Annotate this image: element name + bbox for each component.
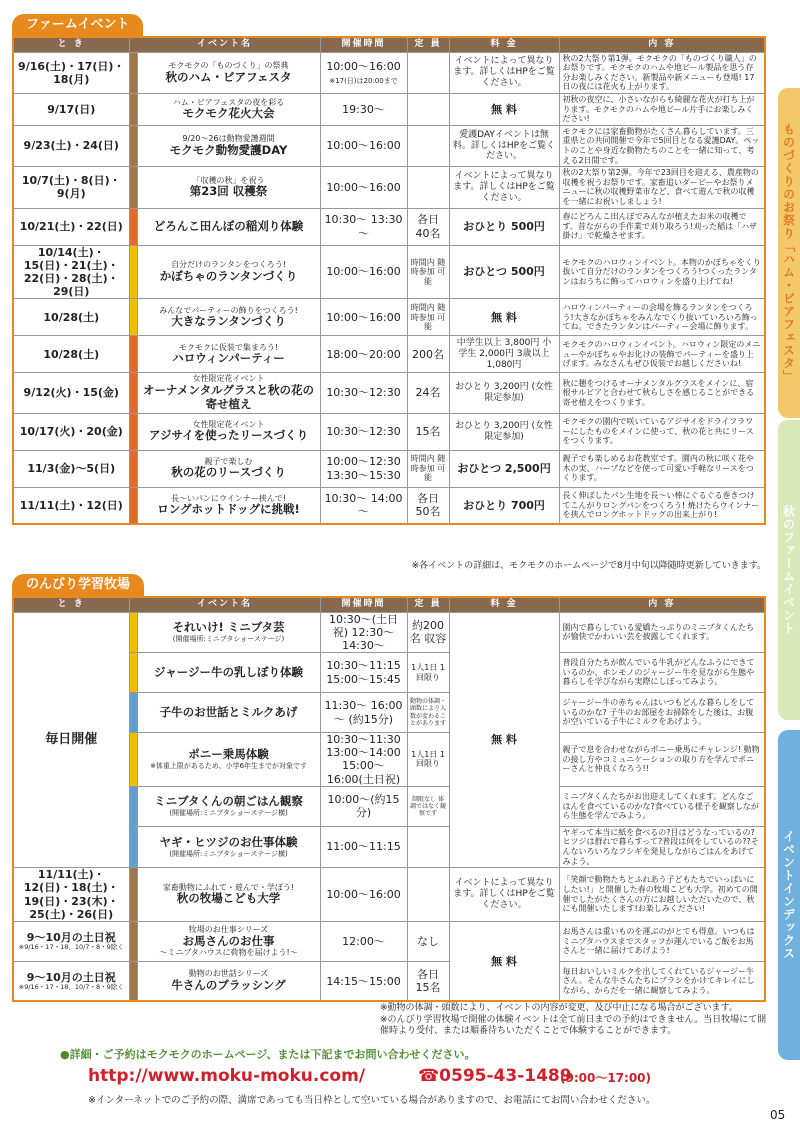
event-name-cell: [137, 299, 320, 336]
event-time: 18:00～20:00: [326, 347, 401, 361]
event-place-note: (開催場所:ミニブタショーステージ横): [169, 809, 288, 818]
event-name-cell: [137, 336, 320, 373]
event-date: 11/11(土)・12(日)・18(土)・19(日)・23(木)・25(土)・26(日): [23, 868, 119, 921]
event-date: 9/17(日): [13, 93, 129, 125]
tab-ham-beer-festa[interactable]: ものづくりのお祭り「ハム・ビアフェスタ」: [778, 88, 800, 418]
event-time-cell: [320, 167, 407, 208]
event-description: 秋の2大祭り第1弾。モクモクの「ものづくり職人」のお祭りです。モクモクのハムや地ビール製品を思う存分お楽しみください。新製品や新メニューも登場! 17日の夜には花火も上がります。: [559, 52, 765, 93]
event-subtitle: 女性限定花イベント: [192, 419, 265, 429]
event-name-cell: [137, 450, 320, 487]
col-time: 開催時間: [320, 37, 407, 52]
category-stripe: [129, 693, 137, 733]
event-capacity: 時間内 随時参加 可能: [407, 299, 449, 336]
event-capacity: 動物の体調・頭数により人数が変わることがあります: [407, 693, 449, 733]
event-time: 10:30～12:30: [326, 386, 401, 400]
event-subtitle: 動物のお世話シリーズ: [188, 969, 269, 979]
learning-ranch-title: のんびり学習牧場: [12, 574, 144, 596]
event-capacity: 24名: [407, 373, 449, 413]
event-name: オーナメンタルグラスと秋の花の寄せ植え: [143, 382, 315, 411]
category-stripe: [129, 653, 137, 693]
event-description: 親子でも楽しめるお花教室です。園内の秋に咲く花や木の実、ハーブなどを使って可愛い手軽なリースをつくります。: [559, 450, 765, 487]
event-time-cell: [320, 93, 407, 125]
event-time: 10:00～12:30 13:30～15:30: [326, 455, 401, 482]
event-name: 第23回 収穫祭: [189, 184, 268, 199]
tab-event-index[interactable]: イベントインデックス: [778, 730, 800, 1060]
event-time: 10:30～ 14:00～: [324, 492, 403, 519]
event-name: ポニー乗馬体験: [188, 747, 269, 762]
farm-event-row: [13, 52, 765, 93]
category-stripe: [129, 125, 137, 166]
learn-footnote-1: ※動物の体調・頭数により、イベントの内容が変更、及び中止になる場合がございます。: [380, 1003, 738, 1013]
event-time: 10:30～11:30 13:00～14:00 15:00～16:00(土日祝): [320, 733, 407, 787]
event-date: 10/17(火)・20(金): [13, 413, 129, 450]
category-stripe: [129, 245, 137, 299]
event-subtitle: 親子で楽しむ: [204, 456, 253, 466]
event-date-note: ※9/16・17・18、10/7・8・9除く: [18, 982, 124, 991]
event-fee: おひとり 3,200円 (女性限定参加): [449, 373, 559, 413]
category-stripe: [129, 733, 137, 787]
event-description: お馬さんは重いものを運ぶのがとても得意。いつもはミニブタハウスまでスタッフが運んでいるご飯をお馬さんと一緒に届けてあげよう!: [559, 921, 765, 961]
event-capacity: 1人1日 1回限り: [407, 733, 449, 787]
event-date: 10/14(土)・15(日)・21(土)・22(日)・28(土)・29(日): [13, 245, 129, 299]
event-name: 子牛のお世話とミルクあげ: [159, 704, 298, 719]
col-event-name: イベント名: [129, 597, 320, 612]
col-capacity: 定 員: [407, 597, 449, 612]
event-subtitle: みんなでパーティーの飾りをつくろう!: [159, 305, 298, 315]
event-capacity: 1人1日 1回限り: [407, 653, 449, 693]
event-subtitle: ハム・ビアフェスタの夜を彩る: [172, 97, 285, 107]
farm-event-row: [13, 450, 765, 487]
event-name: それいけ! ミニブタ芸: [172, 620, 285, 635]
event-name-cell: [137, 125, 320, 166]
event-name-cell: [137, 612, 320, 653]
category-stripe: [129, 93, 137, 125]
event-name-cell: [137, 826, 320, 867]
event-time-cell: [320, 208, 407, 245]
event-name: ハロウィンパーティー: [172, 351, 285, 366]
event-capacity: 各日 15名: [407, 961, 449, 1001]
learn-footnotes: [380, 1003, 770, 1038]
farm-footnote: ※各イベントの詳細は、モクモクのホームページで8月中旬以降随時更新していきます。: [411, 561, 766, 571]
event-time-cell: [320, 336, 407, 373]
event-name: どろんこ田んぼの稲刈り体験: [153, 218, 304, 233]
category-stripe: [129, 336, 137, 373]
event-fee: おひとり 3,200円 (女性限定参加): [449, 413, 559, 450]
event-subtitle: 牧場のお仕事シリーズ: [188, 924, 269, 934]
phone-number[interactable]: ☎0595-43-1489: [418, 1066, 572, 1086]
event-date-note: ※9/16・17・18、10/7・8・9除く: [18, 943, 124, 952]
event-name: モクモク花火大会: [182, 106, 275, 121]
event-date: 9/23(土)・24(日): [13, 125, 129, 166]
category-stripe: [129, 961, 137, 1001]
event-fee: 愛護DAYイベントは無料。詳しくはHPをご覧ください。: [449, 125, 559, 166]
event-date: 9～10月の土日祝: [26, 930, 116, 944]
event-description: モクモクの園内で咲いているアジサイをドライフラワーにしたものをメインに使って、秋の花と共にリースをつくります。: [559, 413, 765, 450]
event-time: 10:30～ 13:30～: [324, 213, 403, 240]
event-description: 園内で暮らしている愛嬌たっぷりのミニブタくんたちが愉快でかわいい芸を披露してくれます。: [559, 612, 765, 653]
event-time: 10:00～16:00: [326, 180, 401, 194]
farm-event-row: [13, 373, 765, 413]
event-name-cell: [137, 373, 320, 413]
event-capacity: 約200名 収容: [407, 612, 449, 653]
event-description: 春にどろんこ田んぼでみんなが植えたお米の収穫です。昔ながらの手作業で刈り取ろう!刈った稲は「ハザ掛け」で乾燥させます。: [559, 208, 765, 245]
event-name-cell: [137, 245, 320, 299]
event-name-cell: [137, 93, 320, 125]
event-name-cell: [137, 733, 320, 787]
event-time: 10:30～11:15 15:00～15:45: [320, 653, 407, 693]
event-name-cell: [137, 693, 320, 733]
event-fee: 中学生以上 3,800円 小学生 2,000円 3歳以上 1,080円: [449, 336, 559, 373]
event-subtitle: 「収穫の秋」を祝う: [192, 175, 265, 185]
event-capacity: 時間内 随時参加 可能: [407, 450, 449, 487]
event-subtitle: 自分だけのランタンをつくろう!: [171, 260, 286, 270]
ranch-event-row: [13, 868, 765, 922]
event-time: 10:00～(約15分): [320, 786, 407, 826]
category-stripe: [129, 450, 137, 487]
event-name: お馬さんのお仕事: [182, 933, 275, 948]
page-number: 05: [770, 1108, 786, 1122]
event-name: 大きなランタンづくり: [171, 314, 286, 329]
event-place-note: ※体重上限があるため、小学6年生までが対象です: [149, 762, 308, 771]
event-subtitle: 家畜動物にふれて・遊んで・学ぼう!: [162, 882, 295, 892]
event-fee: 無 料: [449, 93, 559, 125]
event-time: 10:00～16:00: [320, 868, 407, 922]
farm-event-row: [13, 413, 765, 450]
category-stripe: [129, 612, 137, 653]
event-date-cell: [13, 961, 129, 1001]
event-date: 11/11(土)・12(日): [13, 487, 129, 524]
event-name-cell: [137, 487, 320, 524]
farm-event-table: [12, 36, 766, 525]
event-name-cell: [137, 961, 320, 1001]
event-name: 秋の牧場こども大学: [176, 891, 281, 906]
event-fee: イベントによって異なります。詳しくはHPをご覧ください。: [449, 52, 559, 93]
event-capacity: 15名: [407, 413, 449, 450]
event-name-cell: [137, 653, 320, 693]
event-time: 10:00～16:00: [326, 59, 401, 73]
event-time-cell: [320, 125, 407, 166]
event-date-cell: [13, 921, 129, 961]
category-stripe: [129, 52, 137, 93]
event-date: 10/7(土)・8(日)・9(月): [13, 167, 129, 208]
event-name-cell: [137, 868, 320, 922]
event-description: 「笑顔で動物たちとふれあう子どもたちでいっぱいにしたい!」と開催した春の牧場こども大学。初めての開催でしたがたくさんの方にお越しいただいたので、秋にも開催いたします!お楽しみください!: [559, 868, 765, 922]
event-name: 秋のハム・ビアフェスタ: [165, 69, 292, 84]
event-name-cell: [137, 167, 320, 208]
event-name-cell: [137, 413, 320, 450]
contact-note: ※インターネットでのご予約の際、満席であっても当日枠として空いている場合がありますので、お電話にてお問い合わせください。: [88, 1095, 656, 1106]
col-fee: 料 金: [449, 597, 559, 612]
event-capacity: [407, 826, 449, 867]
event-fee: おひとつ 2,500円: [449, 450, 559, 487]
event-description: 初秋の夜空に、小さいながらも綺麗な花火が打ち上がります。モクモクのハムや地ビール片手にお楽しみください!: [559, 93, 765, 125]
event-fee: イベントによって異なります。詳しくはHPをご覧ください。: [449, 868, 559, 922]
farm-event-row: [13, 299, 765, 336]
event-description: ミニブタくんたちがお出迎えしてくれます。どんなごはんを食べているのかな?食べている様子を観察しながら生態を学んでみよう。: [559, 786, 765, 826]
col-event-name: イベント名: [129, 37, 320, 52]
event-capacity: 時間内 随時参加 可能: [407, 245, 449, 299]
event-place-note: (開催場所:ミニブタショーステージ): [172, 634, 285, 643]
event-capacity: なし: [407, 921, 449, 961]
col-content: 内 容: [559, 597, 765, 612]
event-description: ジャージー牛の赤ちゃんはいつもどんな暮らしをしているのかな? 子牛のお部屋をお掃除をした後は、お腹が空いている子牛にミルクをあげよう。: [559, 693, 765, 733]
farm-table-header: [13, 37, 765, 52]
farm-event-row: [13, 245, 765, 299]
event-date-cell: [13, 868, 129, 922]
learn-footnote-2: ※のんびり学習牧場で開催の体験イベントは全て前日までの予約はできません。当日牧場にて開催時より受付、または順番待ちいただくことで体験することができます。: [380, 1014, 767, 1037]
event-description: 秋の2大祭り第2弾。今年で23回目を迎える、農産物の収穫を祝うお祭りです。家畜追いダービーやお祭りメニューに秋の収穫野菜市など、食べて遊んで秋の収穫を一緒にお祝いしましょう!: [559, 167, 765, 208]
category-stripe: [129, 167, 137, 208]
category-stripe: [129, 373, 137, 413]
farm-event-title: ファームイベント: [12, 14, 143, 36]
category-stripe: [129, 487, 137, 524]
event-time: 10:30～(土日祝) 12:30～ 14:30～: [320, 612, 407, 653]
event-capacity: [407, 868, 449, 922]
event-fee: おひとり 500円: [449, 208, 559, 245]
event-name: ミニブタくんの朝ごはん観察: [154, 794, 303, 809]
event-time: 10:30～12:30: [326, 424, 401, 438]
event-fee: おひとつ 500円: [449, 245, 559, 299]
event-time-note: ※17(日)は20:00まで: [329, 76, 398, 85]
col-capacity: 定 員: [407, 37, 449, 52]
event-capacity: [407, 93, 449, 125]
event-fee: 無 料: [449, 612, 559, 868]
event-capacity: 200名: [407, 336, 449, 373]
event-name: ジャージー牛の乳しぼり体験: [153, 664, 304, 679]
event-description: ハロウィンパーティーの会場を飾るランタンをつくろう!大きなかぼちゃをみんなでくり抜いていろいろ飾ってね。できたランタンはパーティー会場に飾ります。: [559, 299, 765, 336]
event-time: 12:00～: [320, 921, 407, 961]
event-time-cell: [320, 245, 407, 299]
event-description: モクモクのハロウィンイベント。本物のかぼちゃをくり抜いて自分だけのランタンをつくろう!つくったランタンはおうちに飾ってハロウィンを盛り上げてね!: [559, 245, 765, 299]
event-capacity: 各日 50名: [407, 487, 449, 524]
category-stripe: [129, 208, 137, 245]
event-capacity: [407, 52, 449, 93]
col-time: 開催時間: [320, 597, 407, 612]
event-time: 11:30～ 16:00～ (約15分): [320, 693, 407, 733]
contact-block: [60, 1046, 760, 1106]
event-name-cell: [137, 208, 320, 245]
category-stripe: [129, 299, 137, 336]
event-capacity: 制限なし 体調ではなく観察です: [407, 786, 449, 826]
event-time: 10:00～16:00: [326, 265, 401, 279]
farm-event-row: [13, 93, 765, 125]
event-name: アジサイを使ったリースづくり: [148, 428, 309, 443]
farm-event-row: [13, 125, 765, 166]
event-time: 14:15～15:00: [320, 961, 407, 1001]
event-description: 長く伸ばしたパン生地を長～い棒にぐるぐる巻きつけてこんがりロングパンをつくろう! 焼けたらウインナーを挟んでロングホットドッグの出来上がり!: [559, 487, 765, 524]
event-time-cell: [320, 373, 407, 413]
farm-event-row: [13, 487, 765, 524]
event-description: モクモクのハロウィンイベント。ハロウィン限定のメニューやかぼちゃやお化けの装飾でパーティーを盛り上げます。みなさんもぜひ仮装でお越しくださいね!: [559, 336, 765, 373]
event-date: 10/28(土): [13, 336, 129, 373]
event-date: 11/3(金)～5(日): [13, 450, 129, 487]
tab-autumn-farm-events[interactable]: 秋のファームイベント: [778, 420, 800, 720]
col-date: と き: [13, 597, 129, 612]
event-time: 11:00～11:15: [320, 826, 407, 867]
event-name: かぼちゃのランタンづくり: [159, 268, 298, 283]
event-time-cell: [320, 450, 407, 487]
contact-lead: ●詳細・ご予約はモクモクのホームページ、または下記までお問い合わせください。: [60, 1048, 476, 1061]
learn-table-header: [13, 597, 765, 612]
event-capacity: [407, 167, 449, 208]
daily-date: 毎日開催: [13, 612, 129, 868]
event-place-note: (開催場所:ミニブタショーステージ横): [169, 849, 288, 858]
event-time-cell: [320, 487, 407, 524]
event-name: ヤギ・ヒツジのお仕事体験: [159, 834, 298, 849]
category-stripe: [129, 413, 137, 450]
event-fee: おひとり 700円: [449, 487, 559, 524]
event-name-cell: [137, 52, 320, 93]
event-date: 10/28(土): [13, 299, 129, 336]
event-description: 毎日おいしいミルクを出してくれているジャージー牛さん。そんな牛さんたちにブラシをかけてキレイにしながら、からだを一緒に観察してみよう。: [559, 961, 765, 1001]
event-date: 9/16(土)・17(日)・18(月): [13, 52, 129, 93]
event-time-cell: [320, 299, 407, 336]
event-date: 9～10月の土日祝: [26, 970, 116, 984]
event-subtitle: 女性限定花イベント: [192, 374, 265, 384]
event-fee: 無 料: [449, 921, 559, 1001]
event-date: 10/21(土)・22(日): [13, 208, 129, 245]
event-subtitle: 9/20～26は動物愛護週間: [182, 134, 275, 144]
event-name: 秋の花のリースづくり: [171, 465, 286, 480]
learning-ranch-table: [12, 596, 766, 1002]
event-subtitle: モクモクに仮装で集まろう!: [178, 342, 279, 352]
event-time: 10:00～16:00: [326, 310, 401, 324]
category-stripe: [129, 921, 137, 961]
col-content: 内 容: [559, 37, 765, 52]
col-date: と き: [13, 37, 129, 52]
event-capacity: [407, 125, 449, 166]
event-time-cell: [320, 52, 407, 93]
event-subtitle: 長～いパンにウインナー挟んで!: [171, 493, 286, 503]
col-fee: 料 金: [449, 37, 559, 52]
farm-event-section: [12, 14, 766, 574]
farm-event-row: [13, 336, 765, 373]
event-time-cell: [320, 413, 407, 450]
learning-ranch-section: [12, 574, 766, 1004]
event-subtitle: モクモクの「ものづくり」の祭典: [168, 60, 289, 70]
event-time: 10:00～16:00: [326, 139, 401, 153]
category-stripe: [129, 826, 137, 867]
event-description: 普段自分たちが飲んでいる牛乳がどんなふうにできているのか、ホンモノのジャージー牛を見ながら生態や暮らしを学びながら実際にしぼってみよう。: [559, 653, 765, 693]
ranch-event-row: [13, 921, 765, 961]
event-note: ～ミニブタハウスに荷物を届けよう!～: [159, 948, 298, 958]
ranch-event-row: [13, 961, 765, 1001]
event-capacity: 各日 40名: [407, 208, 449, 245]
event-description: 秋に穂をつけるオーナメンタルグラスをメインに、宿根サルビアと合わせて秋らしさを感じることができる寄せ植えをつくります。: [559, 373, 765, 413]
farm-event-row: [13, 167, 765, 208]
farm-event-row: [13, 208, 765, 245]
daily-event-row: [13, 612, 765, 653]
event-date: 9/12(火)・15(金): [13, 373, 129, 413]
homepage-link[interactable]: http://www.moku-moku.com/: [88, 1066, 366, 1086]
phone-hours: (9:00～17:00): [560, 1071, 652, 1085]
event-fee: イベントによって異なります。詳しくはHPをご覧ください。: [449, 167, 559, 208]
event-name-cell: [137, 786, 320, 826]
event-name: ロングホットドッグに挑戦!: [157, 502, 300, 517]
event-description: モクモクには家畜動物がたくさん暮らしています。三重県との共同開催で今年で5回目となる愛護DAY。ペットのことや身近な動物たちのことを一緒に知って、考える2日間です。: [559, 125, 765, 166]
event-name: モクモク動物愛護DAY: [169, 142, 288, 157]
event-description: 親子で息を合わせながらポニー乗馬にチャレンジ! 動物の接し方やコミュニケーションの取り方を学んでポニーさんと仲良くなろう!!: [559, 733, 765, 787]
event-name-cell: [137, 921, 320, 961]
event-fee: 無 料: [449, 299, 559, 336]
category-stripe: [129, 868, 137, 922]
category-stripe: [129, 786, 137, 826]
event-time: 19:30～: [342, 102, 385, 116]
event-description: ヤギって本当に紙を食べるの?目はどうなっているの?ヒツジは群れで暮らすって?普段は何をしているの??そんないろいろなフシギを発見しながらごはんをあげてみよう。: [559, 826, 765, 867]
event-name: 牛さんのブラッシング: [171, 978, 286, 993]
